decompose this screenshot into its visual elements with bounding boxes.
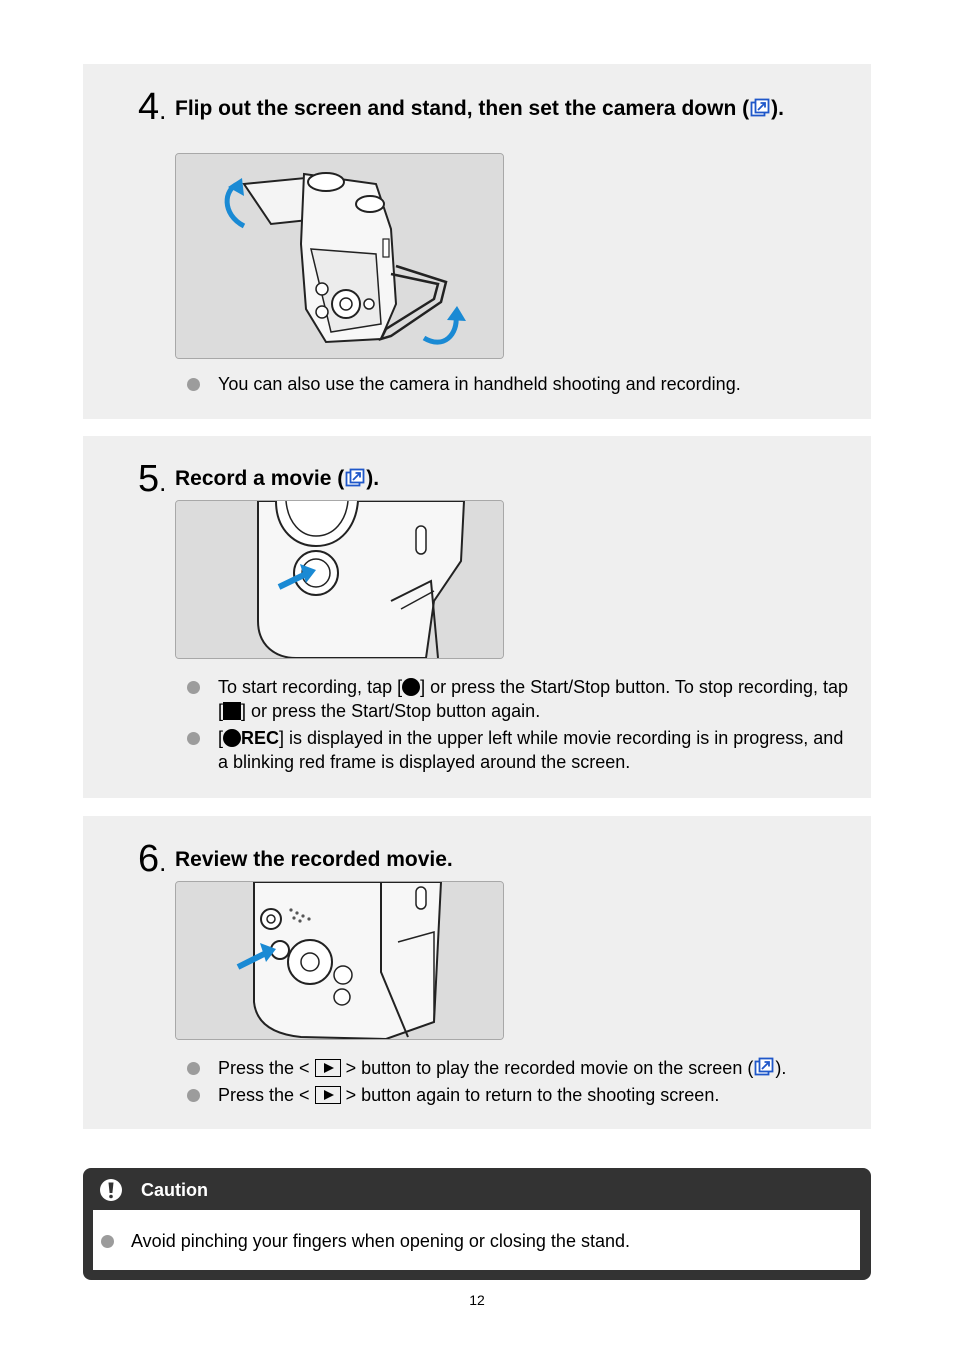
list-item: Press the < > button again to return to the shooting screen. — [187, 1083, 857, 1107]
camera-stand-illustration — [175, 153, 504, 359]
list-item: To start recording, tap [ ] or press the Start/Stop button. To stop recording, tap [ ] or press the Start/Stop button again. — [187, 675, 857, 723]
step-5 — [83, 436, 871, 798]
play-button-icon — [315, 1086, 341, 1104]
bullet-icon — [187, 1062, 200, 1075]
bullet-icon — [187, 681, 200, 694]
step-title: Review the recorded movie. — [175, 848, 453, 871]
bullet-list — [187, 1056, 857, 1110]
page-number: 12 — [469, 1292, 485, 1308]
link-icon[interactable] — [345, 468, 365, 488]
record-dot-icon — [223, 729, 241, 747]
caution-title: Caution — [141, 1180, 208, 1200]
step-number: 6. — [138, 838, 167, 880]
exclamation-icon — [99, 1178, 123, 1202]
bullet-icon — [187, 732, 200, 745]
step-4 — [83, 64, 871, 419]
step-title: Flip out the screen and stand, then set the camera down ( ). — [175, 97, 784, 120]
caution-box — [83, 1168, 871, 1280]
list-item: Press the < > button to play the recorded movie on the screen ( ). — [187, 1056, 857, 1080]
step-title: Record a movie ( ). — [175, 467, 380, 490]
list-item: You can also use the camera in handheld shooting and recording. — [187, 372, 857, 396]
caution-body — [93, 1210, 860, 1270]
record-button-illustration — [175, 500, 504, 659]
step-number: 5. — [138, 458, 167, 500]
bullet-icon — [101, 1235, 114, 1248]
step-6 — [83, 816, 871, 1129]
stop-square-icon — [223, 702, 241, 720]
list-item: [ REC] is displayed in the upper left while movie recording is in progress, and a blinking red frame is displayed around the screen. — [187, 726, 857, 774]
bullet-list — [187, 372, 857, 399]
link-icon[interactable] — [750, 98, 770, 118]
bullet-list — [187, 675, 857, 777]
list-item: Avoid pinching your fingers when opening or closing the stand. — [101, 1229, 630, 1253]
record-dot-icon — [402, 678, 420, 696]
play-button-icon — [315, 1059, 341, 1077]
link-icon[interactable] — [754, 1057, 774, 1077]
step-number: 4. — [138, 86, 167, 128]
bullet-icon — [187, 378, 200, 391]
playback-button-illustration — [175, 881, 504, 1040]
bullet-icon — [187, 1089, 200, 1102]
